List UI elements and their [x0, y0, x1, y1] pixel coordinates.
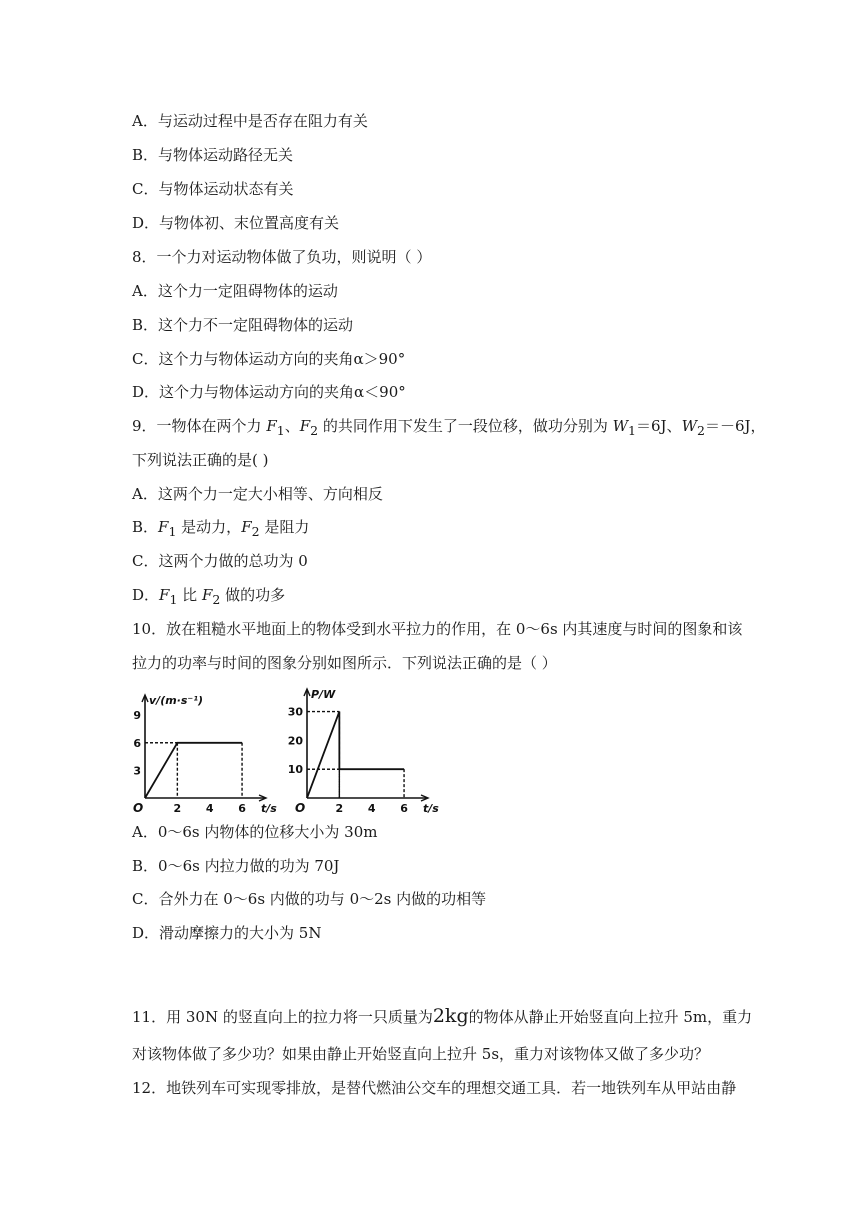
q10-stem-line1: 10．放在粗糙水平地面上的物体受到水平拉力的作用，在 0～6s 内其速度与时间的图象和该 [132, 620, 743, 638]
q9-option-b: B．$F_1$ 是动力，$F_2$ 是阻力 [132, 518, 310, 539]
data-series-line [145, 743, 242, 798]
origin-label: O [295, 801, 306, 815]
y-axis-label: v/(m·s⁻¹) [149, 694, 204, 707]
x-axis-label: t/s [423, 802, 439, 815]
q11-stem-line1: 11．用 30N 的竖直向上的拉力将一只质量为2kg的物体从静止开始竖直向上拉升 5m，重力 [132, 1005, 753, 1027]
q8-stem: 8．一个力对运动物体做了负功，则说明（ ） [132, 248, 432, 266]
y-tick-label: 10 [287, 763, 303, 777]
q12-stem-line1: 12．地铁列车可实现零排放，是替代燃油公交车的理想交通工具．若一地铁列车从甲站由静 [132, 1079, 737, 1097]
q8-option-a: A．这个力一定阻碍物体的运动 [132, 282, 338, 300]
x-tick-label: 4 [205, 802, 214, 815]
power-time-graph [287, 680, 442, 815]
q10-option-b: B．0～6s 内拉力做的功为 70J [132, 857, 340, 875]
q9-stem-line2: 下列说法正确的是( ) [132, 451, 269, 469]
q7-option-c: C．与物体运动状态有关 [132, 180, 294, 198]
velocity-time-graph [126, 684, 277, 815]
y-axis-label: P/W [311, 688, 336, 701]
q9-option-a: A．这两个力一定大小相等、方向相反 [132, 485, 383, 503]
q10-option-d: D．滑动摩擦力的大小为 5N [132, 924, 322, 942]
y-tick-label: 3 [133, 764, 141, 778]
q9-option-d: D．$F_1$ 比 $F_2$ 做的功多 [132, 586, 286, 607]
q7-option-d: D．与物体初、末位置高度有关 [132, 214, 340, 232]
q8-option-d: D．这个力与物体运动方向的夹角α＜90° [132, 383, 406, 401]
data-series-line [307, 712, 404, 798]
q7-option-a: A．与运动过程中是否存在阻力有关 [132, 112, 368, 130]
x-tick-label: 4 [367, 802, 376, 815]
q9-option-c: C．这两个力做的总功为 0 [132, 552, 308, 570]
y-tick-label: 9 [133, 709, 141, 723]
q7-option-b: B．与物体运动路径无关 [132, 146, 294, 164]
x-tick-label: 2 [335, 802, 344, 815]
y-tick-label: 20 [287, 734, 303, 748]
x-axis-label: t/s [261, 802, 277, 815]
x-tick-label: 2 [173, 802, 182, 815]
y-tick-label: 6 [133, 736, 141, 750]
q9-stem-line1: 9．一物体在两个力 $F_1$、$F_2$ 的共同作用下发生了一段位移，做功分别为 $W_1=6J$、$W_2=-6J$， [132, 417, 766, 438]
q10-option-c: C．合外力在 0～6s 内做的功与 0～2s 内做的功相等 [132, 890, 487, 908]
q11-stem-line2: 对该物体做了多少功？如果由静止开始竖直向上拉升 5s，重力对该物体又做了多少功？ [132, 1045, 710, 1063]
q11-mass: 2kg [432, 1005, 469, 1027]
y-tick-label: 30 [287, 705, 303, 719]
x-tick-label: 6 [400, 802, 408, 815]
q8-option-b: B．这个力不一定阻碍物体的运动 [132, 316, 354, 334]
q10-stem-line2: 拉力的功率与时间的图象分别如图所示．下列说法正确的是（ ） [132, 654, 557, 672]
q8-option-c: C．这个力与物体运动方向的夹角α＞90° [132, 350, 406, 368]
origin-label: O [133, 801, 144, 815]
x-tick-label: 6 [238, 802, 246, 815]
q10-option-a: A．0～6s 内物体的位移大小为 30m [132, 823, 378, 841]
